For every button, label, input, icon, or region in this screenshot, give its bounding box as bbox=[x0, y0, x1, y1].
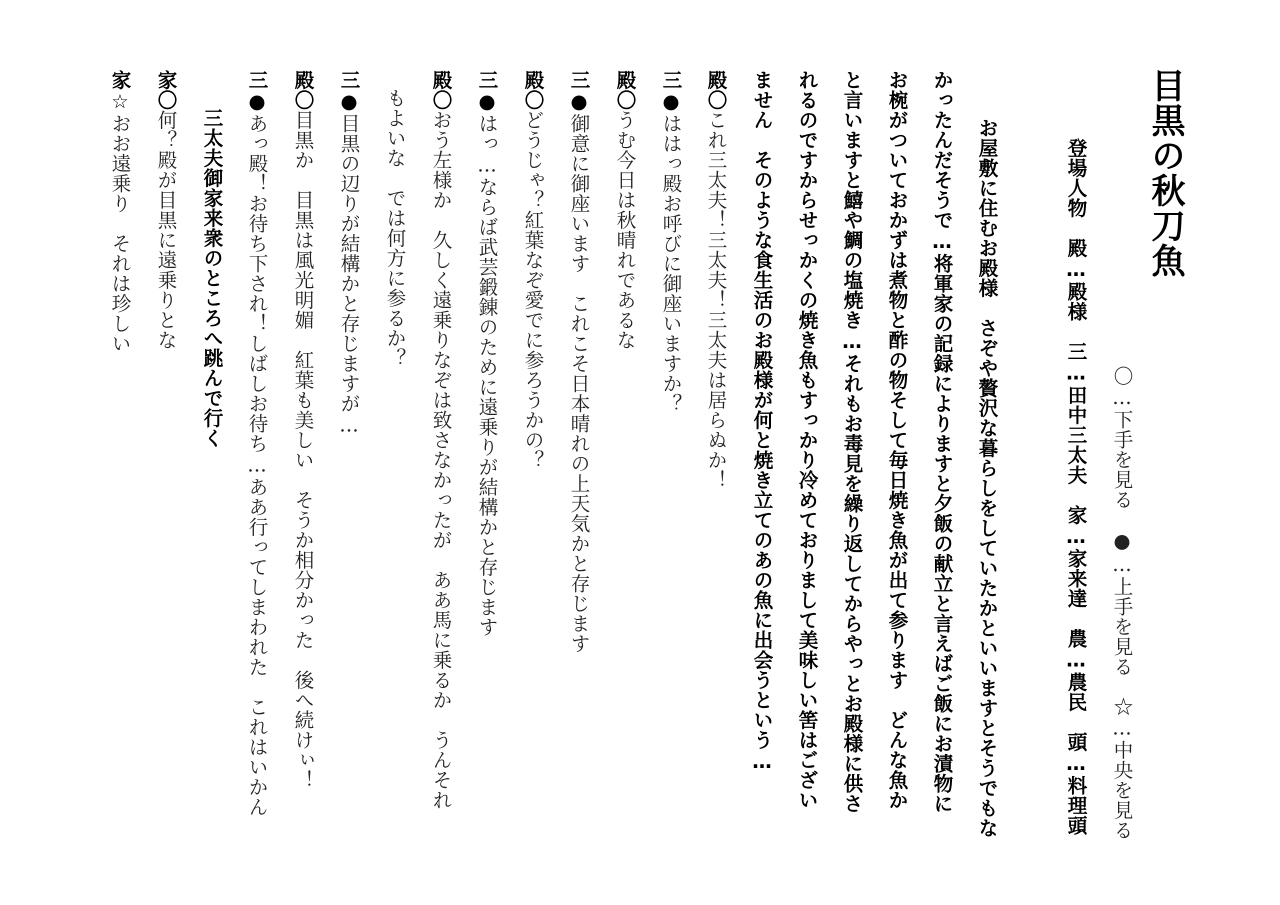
document-title: 目黒の秋刀魚 bbox=[1145, 68, 1185, 278]
dialogue-text: もよいな では何方に参るか？ bbox=[383, 88, 407, 368]
dialogue-line bbox=[523, 70, 543, 470]
dialogue-text: おう左様か 久しく遠乗りなぞは致さなかったが ああ馬に乗るか うんそれ bbox=[429, 110, 453, 810]
intro-line-1: お屋敷に住むお殿様 さぞや贅沢な暮らしをしていたかといいますとそうでもな bbox=[975, 118, 999, 838]
dialogue-text: これ三太夫！三太夫！三太夫は居らぬか！ bbox=[704, 110, 728, 490]
speaker-tag: 三● bbox=[475, 70, 499, 114]
speaker-tag: 家☆ bbox=[108, 70, 132, 114]
dialogue-continuation bbox=[385, 88, 405, 368]
intro-line-6: ません そのような食生活のお殿様が何と焼き立てのあの魚に出会うという… bbox=[750, 70, 774, 774]
speaker-tag: 家〇 bbox=[154, 70, 178, 110]
dialogue-line bbox=[615, 70, 635, 350]
dialogue-line bbox=[156, 70, 176, 350]
stage-direction: 三太夫御家来衆のところへ跳んで行く bbox=[200, 108, 224, 448]
speaker-tag: 殿〇 bbox=[704, 70, 728, 110]
dialogue-line bbox=[706, 70, 726, 490]
dialogue-line bbox=[293, 70, 313, 790]
speaker-tag: 殿〇 bbox=[291, 70, 315, 110]
dialogue-text: はっ…ならば武芸鍛錬のために遠乗りが結構かと存じます bbox=[475, 113, 499, 637]
stage-legend: 〇…下手を見る ●…上手を見る ☆…中央を見る bbox=[1110, 366, 1134, 840]
cast-list: 登場人物 殿…殿様 三…田中三太夫 家…家来達 農…農民 頭…料理頭 bbox=[1064, 138, 1088, 836]
intro-line-5: れるのですからせっかくの焼き魚もすっかり冷めておりまして美味しい筈はござい bbox=[795, 70, 819, 810]
intro-line-3: お椀がついておかずは煮物と酢の物そして毎日焼き魚が出て参ります どんな魚か bbox=[885, 70, 909, 810]
dialogue-text: うむ今日は秋晴れであるな bbox=[613, 110, 637, 350]
dialogue-text: 目黒か 目黒は風光明媚 紅葉も美しい そうか相分かった 後へ続けぃ！ bbox=[291, 110, 315, 790]
dialogue-line bbox=[431, 70, 451, 810]
dialogue-line bbox=[661, 70, 681, 414]
speaker-tag: 三● bbox=[245, 70, 269, 114]
dialogue-text: ははっ殿お呼びに御座いますか？ bbox=[659, 113, 683, 414]
speaker-tag: 三● bbox=[337, 70, 361, 114]
speaker-tag: 三● bbox=[567, 70, 591, 114]
dialogue-line bbox=[247, 70, 267, 817]
intro-line-4: と言いますと鱚や鯛の塩焼き…それもお毒見を繰り返してからやっとお殿様に供さ bbox=[840, 70, 864, 814]
intro-line-2: かったんだそうで…将軍家の記録によりますと夕飯の献立と言えばご飯にお漬物に bbox=[930, 70, 954, 814]
speaker-tag: 殿〇 bbox=[521, 70, 545, 110]
dialogue-line bbox=[569, 70, 589, 654]
dialogue-line bbox=[477, 70, 497, 637]
dialogue-text: 御意に御座います これこそ日本晴れの上天気かと存じます bbox=[567, 113, 591, 654]
speaker-tag: 三● bbox=[659, 70, 683, 114]
dialogue-text: あっ殿！お待ち下され！しばしお待ち…ああ行ってしまわれた これはいかん bbox=[245, 113, 269, 817]
speaker-tag: 殿〇 bbox=[429, 70, 453, 110]
speaker-tag: 殿〇 bbox=[613, 70, 637, 110]
dialogue-line bbox=[110, 70, 130, 354]
dialogue-text: どうじゃ？紅葉なぞ愛でに参ろうかの？ bbox=[521, 110, 545, 470]
dialogue-text: 目黒の辺りが結構かと存じますが… bbox=[337, 113, 361, 437]
dialogue-text: おお遠乗り それは珍しい bbox=[108, 113, 132, 354]
dialogue-line bbox=[339, 70, 359, 437]
dialogue-text: 何？殿が目黒に遠乗りとな bbox=[154, 110, 178, 350]
